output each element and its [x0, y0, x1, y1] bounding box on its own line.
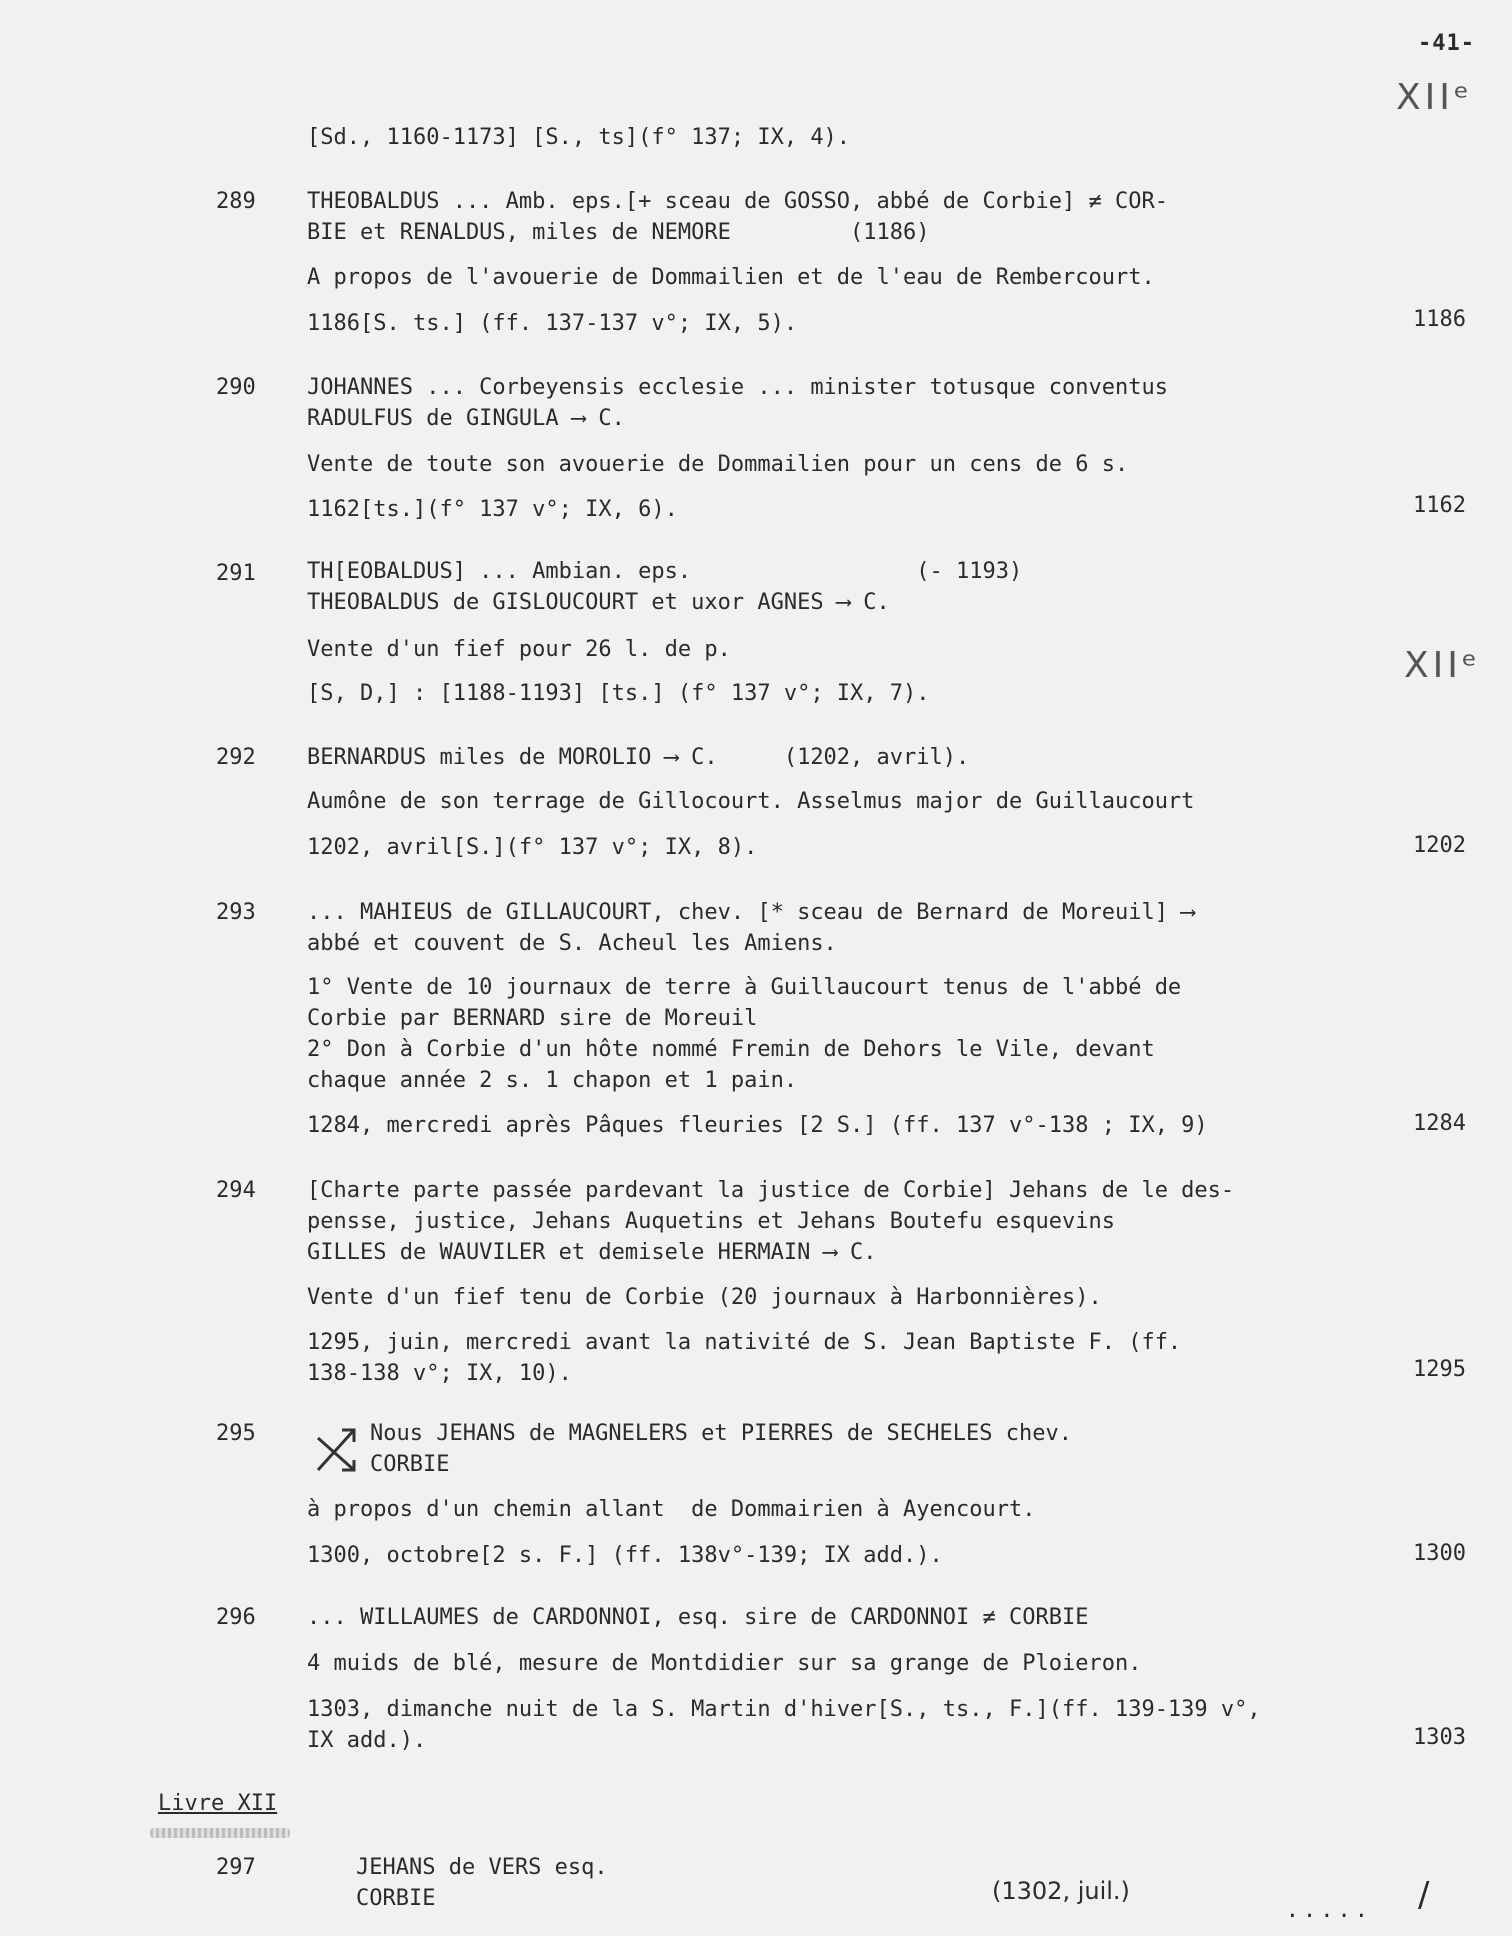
entry-year: 1303	[1413, 1725, 1466, 1750]
dotted-leader: .....	[1285, 1898, 1372, 1923]
entry-reference-line: IX add.).	[307, 1728, 427, 1753]
entry-number: 289	[216, 189, 256, 214]
entry-summary-line: chaque année 2 s. 1 chapon et 1 pain.	[307, 1068, 798, 1093]
crossed-arrows-icon	[312, 1420, 362, 1476]
entry-number: 297	[216, 1855, 256, 1880]
entry-heading-line: ... WILLAUMES de CARDONNOI, esq. sire de CARDONNOI ≠ CORBIE	[307, 1605, 1089, 1630]
pencil-smudge	[150, 1828, 290, 1838]
entry-year: 1295	[1413, 1357, 1466, 1382]
entry-heading-line: RADULFUS de GINGULA ⟶ C.	[307, 406, 625, 431]
entry-reference-line: 1295, juin, mercredi avant la nativité de S. Jean Baptiste F. (ff.	[307, 1330, 1182, 1355]
entry-heading-line: GILLES de WAUVILER et demisele HERMAIN ⟶ C.	[307, 1240, 877, 1265]
entry-summary: Aumône de son terrage de Gillocourt. Asselmus major de Guillaucourt	[307, 789, 1195, 814]
entry-heading-line: THEOBALDUS de GISLOUCOURT et uxor AGNES ⟶ C.	[307, 590, 890, 615]
margin-note-century: XIIᵉ	[1396, 77, 1473, 118]
entry-number: 295	[216, 1421, 256, 1446]
margin-note-century: XIIᵉ	[1404, 645, 1481, 686]
entry-reference: 1186[S. ts.] (ff. 137-137 v°; IX, 5).	[307, 311, 798, 336]
entry-heading-line: BERNARDUS miles de MOROLIO ⟶ C. (1202, avril).	[307, 745, 970, 770]
entry-reference: 1202, avril[S.](f° 137 v°; IX, 8).	[307, 835, 758, 860]
entry-year: 1284	[1413, 1111, 1466, 1136]
entry-reference-line: 138-138 v°; IX, 10).	[307, 1361, 572, 1386]
entry-summary: à propos d'un chemin allant de Dommairien à Ayencourt.	[307, 1497, 1036, 1522]
entry-heading-line: [Charte parte passée pardevant la justice de Corbie] Jehans de le des-	[307, 1178, 1235, 1203]
entry-heading-line: BIE et RENALDUS, miles de NEMORE (1186)	[307, 220, 930, 245]
entry-number: 292	[216, 745, 256, 770]
entry-heading-line: THEOBALDUS ... Amb. eps.[+ sceau de GOSSO, abbé de Corbie] ≠ COR-	[307, 189, 1168, 214]
entry-reference-line: 1303, dimanche nuit de la S. Martin d'hiver[S., ts., F.](ff. 139-139 v°,	[307, 1697, 1261, 1722]
entry-heading-line: JOHANNES ... Corbeyensis ecclesie ... minister totusque conventus	[307, 375, 1168, 400]
entry-summary-line: Corbie par BERNARD sire de Moreuil	[307, 1006, 758, 1031]
entry-summary: A propos de l'avouerie de Dommailien et de l'eau de Rembercourt.	[307, 265, 1155, 290]
entry-number: 294	[216, 1178, 256, 1203]
handwritten-date: (1302, juil.)	[992, 1877, 1130, 1905]
entry-summary: Vente de toute son avouerie de Dommailien pour un cens de 6 s.	[307, 452, 1129, 477]
entry-number: 293	[216, 900, 256, 925]
entry-heading-line: CORBIE	[356, 1886, 436, 1911]
entry-summary: Vente d'un fief tenu de Corbie (20 journaux à Harbonnières).	[307, 1285, 1102, 1310]
entry-number: 290	[216, 375, 256, 400]
entry-summary: Vente d'un fief pour 26 l. de p.	[307, 637, 731, 662]
entry-heading-line: TH[EOBALDUS] ... Ambian. eps. (- 1193)	[307, 559, 1023, 584]
entry-summary: 4 muids de blé, mesure de Montdidier sur sa grange de Ploieron.	[307, 1651, 1142, 1676]
entry-year: 1186	[1413, 307, 1466, 332]
entry-heading-line: pensse, justice, Jehans Auquetins et Jehans Boutefu esquevins	[307, 1209, 1115, 1234]
continuation-line: [Sd., 1160-1173] [S., ts](f° 137; IX, 4).	[307, 125, 851, 150]
entry-number: 291	[216, 561, 256, 586]
entry-year: 1162	[1413, 493, 1466, 518]
entry-reference: [S, D,] : [1188-1193] [ts.] (f° 137 v°; IX, 7).	[307, 681, 930, 706]
pencil-mark: /	[1418, 1875, 1430, 1915]
entry-year: 1300	[1413, 1541, 1466, 1566]
entry-reference: 1300, octobre[2 s. F.] (ff. 138v°-139; IX add.).	[307, 1543, 943, 1568]
entry-reference: 1162[ts.](f° 137 v°; IX, 6).	[307, 497, 678, 522]
entry-heading-line: JEHANS de VERS esq.	[356, 1855, 608, 1880]
entry-summary-line: 2° Don à Corbie d'un hôte nommé Fremin de Dehors le Vile, devant	[307, 1037, 1155, 1062]
entry-number: 296	[216, 1605, 256, 1630]
entry-heading-line: Nous JEHANS de MAGNELERS et PIERRES de SECHELES chev.	[370, 1421, 1072, 1446]
section-title: Livre XII	[158, 1791, 278, 1816]
entry-heading-line: abbé et couvent de S. Acheul les Amiens.	[307, 931, 837, 956]
entry-year: 1202	[1413, 833, 1466, 858]
page-number: -41-	[1418, 31, 1475, 56]
entry-heading-line: ... MAHIEUS de GILLAUCOURT, chev. [* sceau de Bernard de Moreuil] ⟶	[307, 900, 1195, 925]
entry-heading-line: CORBIE	[370, 1452, 450, 1477]
entry-reference: 1284, mercredi après Pâques fleuries [2 S.] (ff. 137 v°-138 ; IX, 9)	[307, 1113, 1208, 1138]
entry-summary-line: 1° Vente de 10 journaux de terre à Guillaucourt tenus de l'abbé de	[307, 975, 1182, 1000]
